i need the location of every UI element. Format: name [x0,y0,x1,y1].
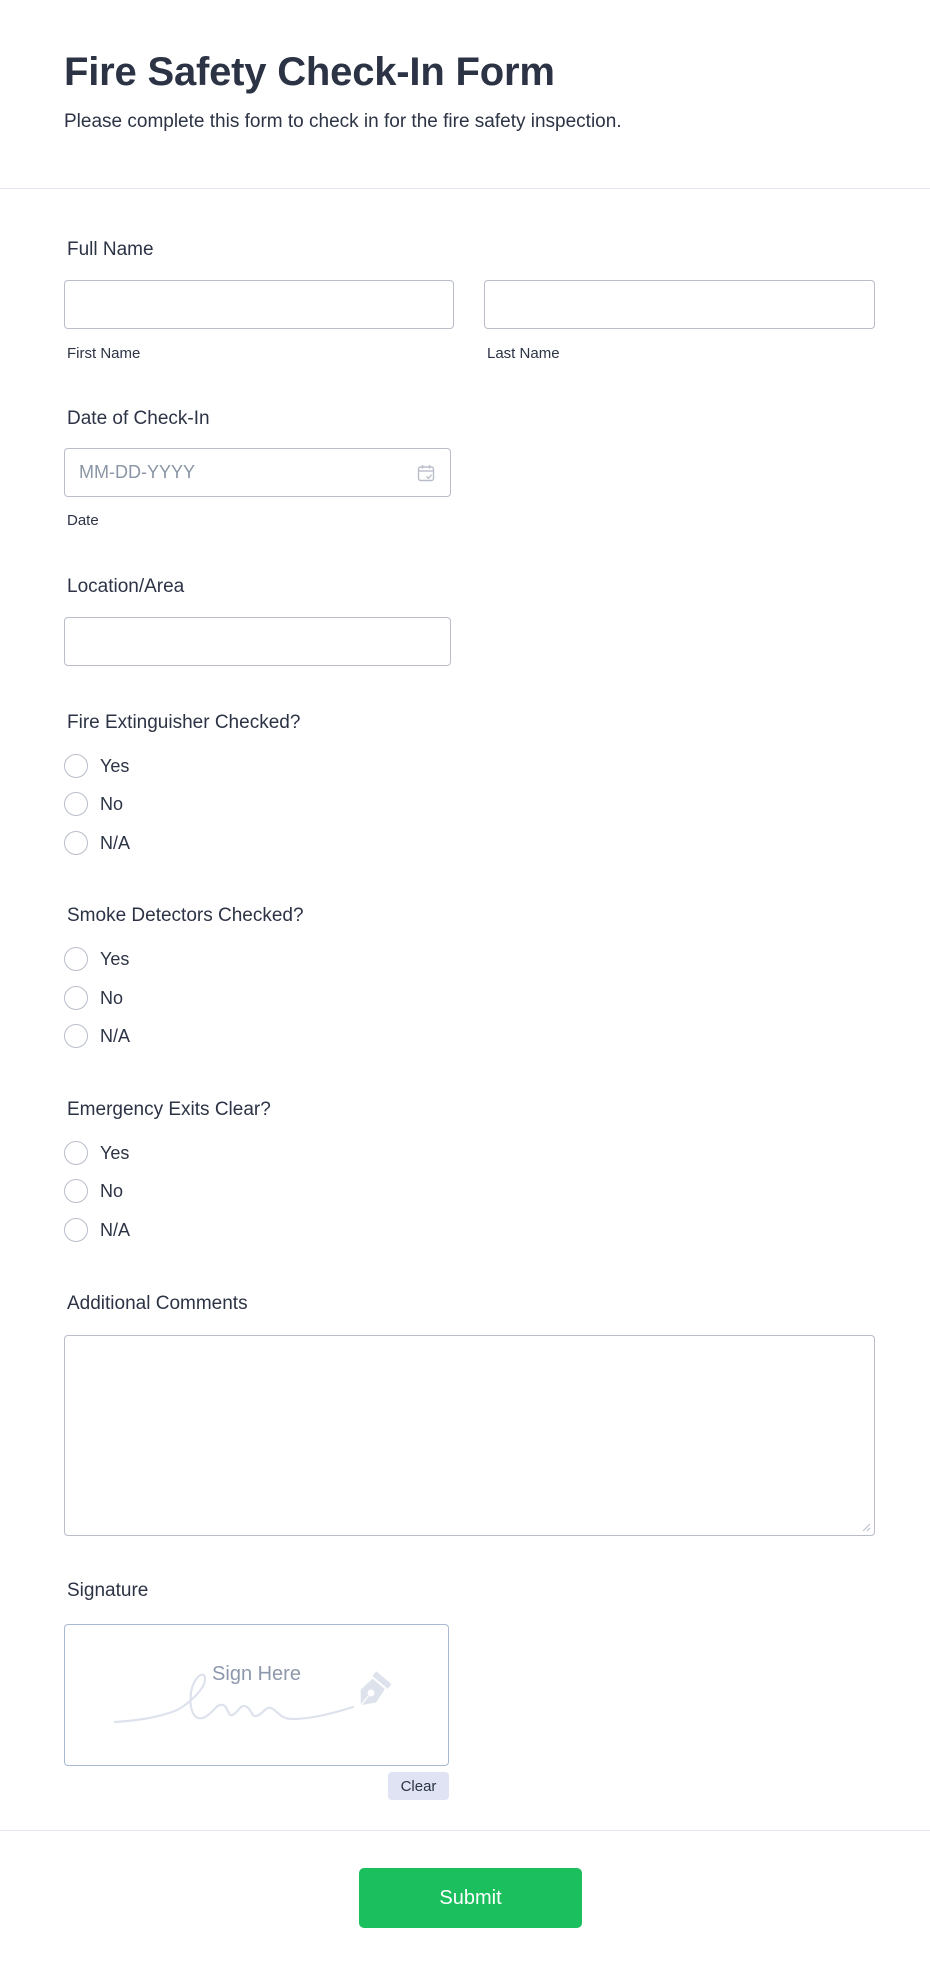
smoke-detectors-option-yes[interactable] [64,945,129,973]
radio-button[interactable] [64,1179,88,1203]
comments-textarea[interactable] [65,1336,874,1535]
radio-label: No [100,793,124,814]
submit-button[interactable]: Submit [359,1868,582,1928]
last-name-sublabel: Last Name [487,345,560,362]
radio-button[interactable] [64,986,88,1010]
smoke-detectors-label: Smoke Detectors Checked? [67,905,304,926]
location-field[interactable] [64,617,451,666]
last-name-field[interactable] [484,280,875,329]
clear-signature-button[interactable]: Clear [388,1772,449,1800]
radio-label: N/A [100,832,131,853]
fire-extinguisher-option-no[interactable] [64,790,123,818]
form-subtitle: Please complete this form to check in for the fire safety inspection. [64,111,622,132]
location-input[interactable] [65,618,450,665]
fire-extinguisher-label: Fire Extinguisher Checked? [67,712,301,733]
radio-button[interactable] [64,792,88,816]
emergency-exits-option-no[interactable] [64,1177,123,1205]
sign-here-placeholder: Sign Here [212,1663,301,1685]
radio-label: Yes [100,948,130,969]
date-input[interactable] [65,449,450,496]
calendar-icon[interactable] [416,463,436,483]
radio-button[interactable] [64,1218,88,1242]
resize-grip-icon[interactable] [861,1522,871,1532]
full-name-label: Full Name [67,239,154,260]
date-label: Date of Check-In [67,408,210,429]
radio-button[interactable] [64,754,88,778]
date-field[interactable] [64,448,451,497]
comments-label: Additional Comments [67,1293,248,1314]
smoke-detectors-option-na[interactable] [64,1022,130,1050]
radio-button[interactable] [64,1141,88,1165]
footer-divider [0,1830,930,1831]
first-name-input[interactable] [65,281,453,328]
radio-button[interactable] [64,947,88,971]
radio-label: No [100,1180,124,1201]
emergency-exits-label: Emergency Exits Clear? [67,1099,271,1120]
smoke-detectors-option-no[interactable] [64,984,123,1012]
radio-label: Yes [100,1142,130,1163]
radio-label: Yes [100,755,130,776]
form-title: Fire Safety Check-In Form [64,50,555,94]
emergency-exits-option-yes[interactable] [64,1139,129,1167]
first-name-sublabel: First Name [67,345,141,362]
signature-pad[interactable] [64,1624,449,1766]
signature-label: Signature [67,1580,149,1601]
date-sublabel: Date [67,512,99,529]
radio-button[interactable] [64,1024,88,1048]
location-label: Location/Area [67,576,185,597]
emergency-exits-option-na[interactable] [64,1216,130,1244]
radio-button[interactable] [64,831,88,855]
radio-label: No [100,987,124,1008]
comments-field[interactable] [64,1335,875,1536]
fire-extinguisher-option-na[interactable] [64,829,130,857]
radio-label: N/A [100,1025,131,1046]
fire-extinguisher-option-yes[interactable] [64,752,129,780]
radio-label: N/A [100,1219,131,1240]
last-name-input[interactable] [485,281,874,328]
first-name-field[interactable] [64,280,454,329]
header-divider [0,188,930,189]
